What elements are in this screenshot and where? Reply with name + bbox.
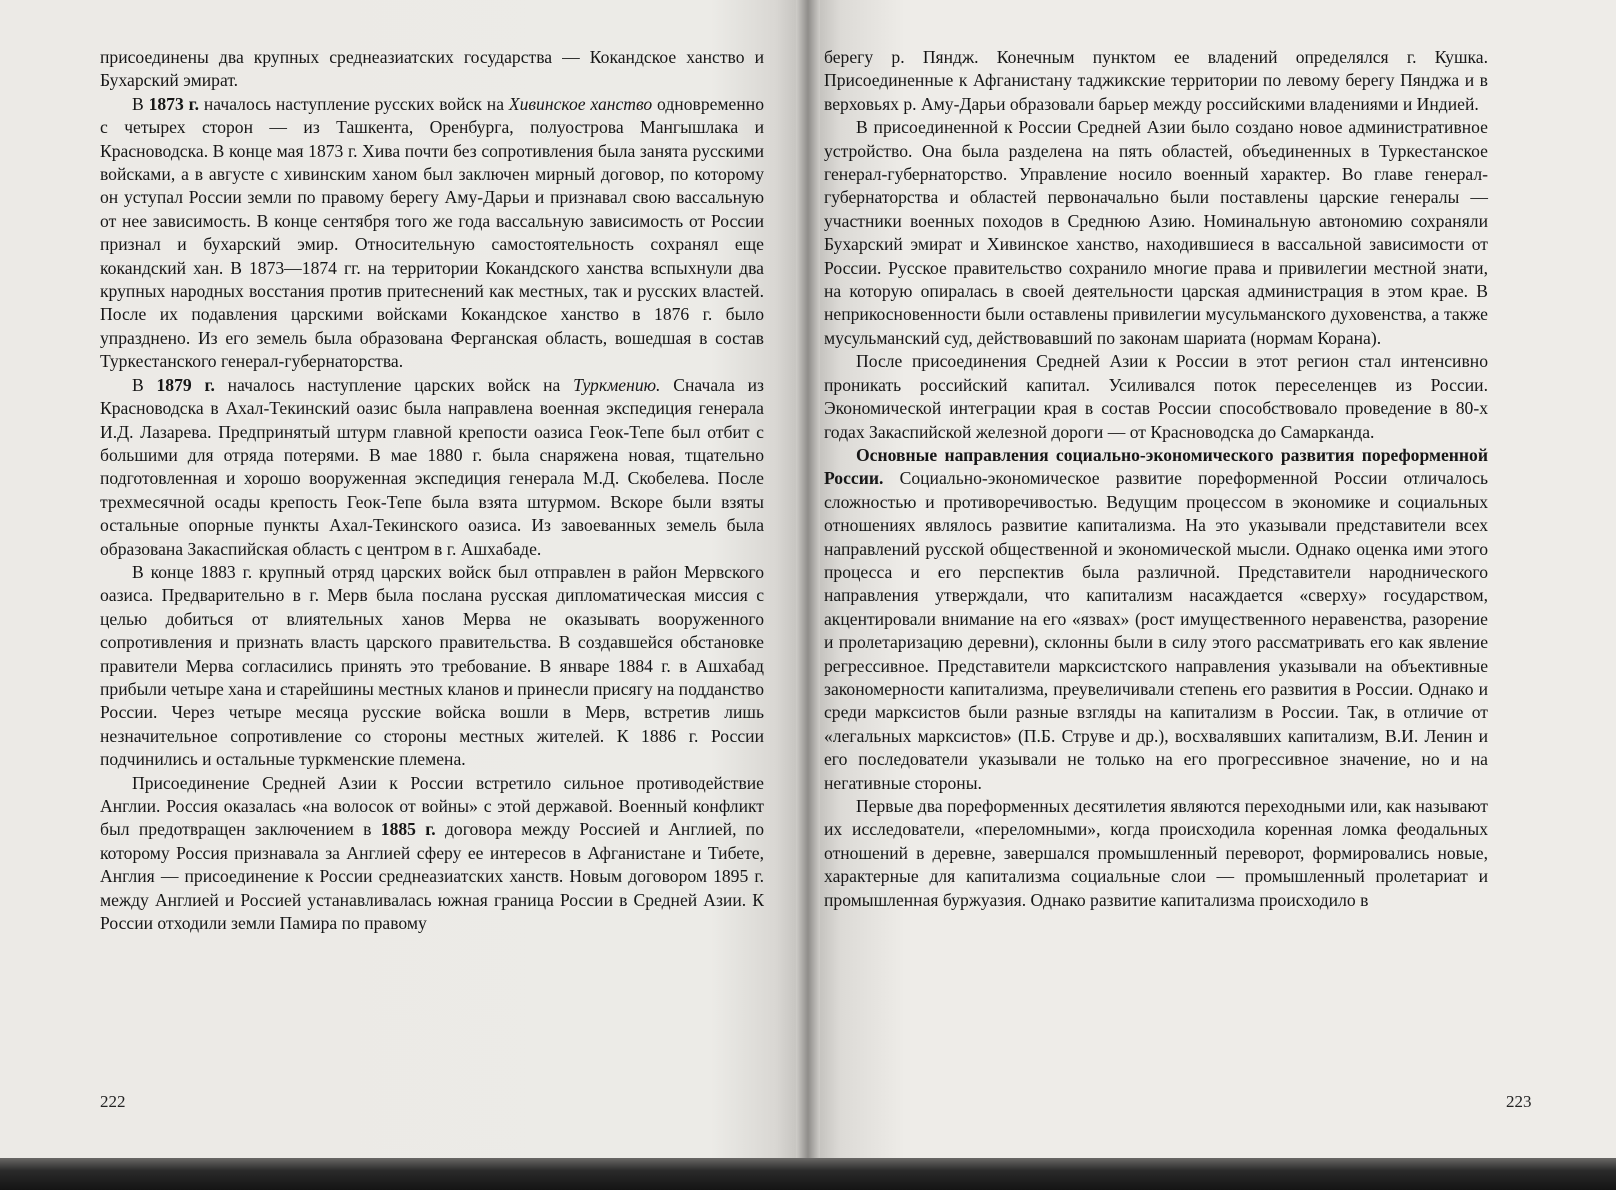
paragraph [100, 374, 764, 561]
paragraph [824, 46, 1488, 116]
italic-term: Хивинское ханство [508, 93, 653, 114]
text-fragment: Сначала из Красноводска в Ахал-Текинский оазис была направлена военная экспедиция генерала И.Д. Лазарева. Предпринятый штурм главной крепости оазиса Геок-Тепе был отбит с большими для отряда потерями. В мае 1880 г. была снаряжена новая, тщательно подготовленная и хорошо вооруженная экспедиция генерала М.Д. Скобелева. После трехмесячной осады крепость Геок-Тепе была взята штурмом. Вскоре были взяты остальные опорные пункты Ахал-Текинского оазиса. Из завоеванных земель была образована Закаспийская область с центром в г. Ашхабаде. [100, 374, 764, 559]
scan-bottom-edge [0, 1158, 1616, 1190]
paragraph-text: После присоединения Средней Азии к России в этот регион стал интенсивно проникать российский капитал. Усиливался поток переселенцев из России. Экономической интеграции края в состав России способствовало проведение в 80-х годах Закаспийской железной дороги — от Красноводска до Самарканда. [824, 351, 1488, 442]
text-fragment: договора между Россией и Англией, по которому Россия признавала за Англией сферу ее интересов в Афганистане и Тибете, Англия — присоединение к России среднеазиатских ханств. Новым договором 1895 г. между Англией и Россией устанавливалась южная граница России в Средней Азии. К России отходили земли Памира по правому [100, 819, 764, 934]
paragraph [824, 795, 1488, 912]
paragraph-text: Первые два пореформенных десятилетия являются переходными или, как называют их исследователи, «переломными», когда происходила коренная ломка феодальных отношений в деревне, завершался промышленный переворот, формировались новые, характерные для капитализма социальные слои — промышленный пролетариат и промышленная буржуазия. Однако развитие капитализма происходило в [824, 796, 1488, 910]
book-gutter [796, 0, 820, 1160]
italic-term: Туркмению. [573, 374, 661, 395]
text-fragment: В [132, 93, 149, 114]
paragraph [100, 93, 764, 374]
right-page-text [824, 46, 1488, 912]
page-number-left: 222 [100, 1092, 126, 1111]
bold-year: 1873 г. [148, 93, 200, 114]
text-fragment: одновременно с четырех сторон — из Ташкента, Оренбурга, полуострова Мангышлака и Красноводска. В конце мая 1873 г. Хива почти без сопротивления была занята русскими войсками, а в августе с хивинским ханом был заключен мирный договор, по которому он уступал России земли по правому берегу Аму-Дарьи и признавал свою вассальную от нее зависимость. В конце сентября того же года вассальную зависимость от России признал и бухарский эмир. Относительную самостоятельность сохранял еще кокандский хан. В 1873—1874 гг. на территории Кокандского ханства вспыхнули два крупных народных восстания против притеснений как местных, так и русских властей. После их подавления царскими войсками Кокандское ханство в 1876 г. было упразднено. Из его земель была образована Ферганская область, вошедшая в состав Туркестанского генерал-губернаторства. [100, 93, 764, 372]
text-fragment: Социально-экономическое развитие пореформенной России отличалось сложностью и противоречивостью. Ведущим процессом в экономике и социальных отношениях являлось развитие капитализма. На это указывали представители всех направлений русской общественной и экономической мысли. Однако оценка ими этого процесса и его перспектив была различной. Представители народнического направления утверждали, что капитализм насаждается «сверху» государством, акцентировали внимание на его «язвах» (рост имущественного неравенства, разорение и пролетаризацию деревни), склонны были в силу этого рассматривать его как явление регрессивное. Представители марксистского направления указывали на объективные закономерности капитализма, преувеличивали степень его развития в России. Однако и среди марксистов были разные взгляды на капитализм в России. Так, в отличие от «легальных марксистов» (П.Б. Струве и др.), восхвалявших капитализм, В.И. Ленин и его последователи указывали не только на его прогрессивное значение, но и на негативные стороны. [824, 468, 1488, 793]
paragraph-text: присоединены два крупных среднеазиатских государства — Кокандское ханство и Бухарский эмират. [100, 47, 764, 91]
bold-year: 1885 г. [380, 819, 436, 840]
paragraph [824, 350, 1488, 444]
section-heading: Основные направления социально-экономического развития пореформенной России. [824, 444, 1488, 489]
page-number-right: 223 [1506, 1092, 1532, 1111]
text-fragment: началось наступление царских войск на [214, 374, 574, 395]
bold-year: 1879 г. [156, 374, 215, 395]
text-fragment: В [132, 374, 157, 395]
paragraph-text: берегу р. Пяндж. Конечным пунктом ее владений определялся г. Кушка. Присоединенные к Афганистану таджикские территории по левому берегу Пянджа и в верховьях р. Аму-Дарьи образовали барьер между российскими владениями и Индией. [824, 47, 1488, 114]
left-page-text [100, 46, 764, 935]
text-fragment: началось наступление русских войск на [199, 93, 509, 114]
paragraph [100, 772, 764, 936]
paragraph [100, 46, 764, 93]
text-fragment: Присоединение Средней Азии к России встретило сильное противодействие Англии. Россия оказалась «на волосок от войны» с этой державой. Военный конфликт был предотвращен заключением в [100, 772, 764, 840]
paragraph [100, 561, 764, 772]
paragraph-text: В конце 1883 г. крупный отряд царских войск был отправлен в район Мервского оазиса. Предварительно в г. Мерв была послана русская дипломатическая миссия с целью добиться от влиятельных ханов Мерва не оказывать вооруженного сопротивления и признать власть царского правительства. В создавшейся обстановке правители Мерва согласились принять это требование. В январе 1884 г. в Ашхабад прибыли четыре хана и старейшины местных кланов и принесли присягу на подданство России. Через четыре месяца русские войска вошли в Мерв, встретив лишь незначительное сопротивление со стороны местных жителей. К 1886 г. России подчинились и остальные туркменские племена. [100, 561, 764, 770]
paragraph [824, 444, 1488, 795]
paragraph-text: В присоединенной к России Средней Азии было создано новое административное устройство. Она была разделена на пять областей, объединенных в Туркестанское генерал-губернаторство. Управление носило военный характер. Во главе генерал-губернаторства и областей первоначально были поставлены царские генералы — участники военных походов в Среднюю Азию. Номинальную автономию сохраняли Бухарский эмират и Хивинское ханство, находившиеся в вассальной зависимости от России. Русское правительство сохранило многие права и привилегии местной знати, на которую опиралась в своей деятельности царская администрация в этом крае. В неприкосновенности были оставлены привилегии мусульманского духовенства, а также мусульманский суд, действовавший по законам шариата (нормам Корана). [824, 117, 1488, 348]
paragraph [824, 116, 1488, 350]
